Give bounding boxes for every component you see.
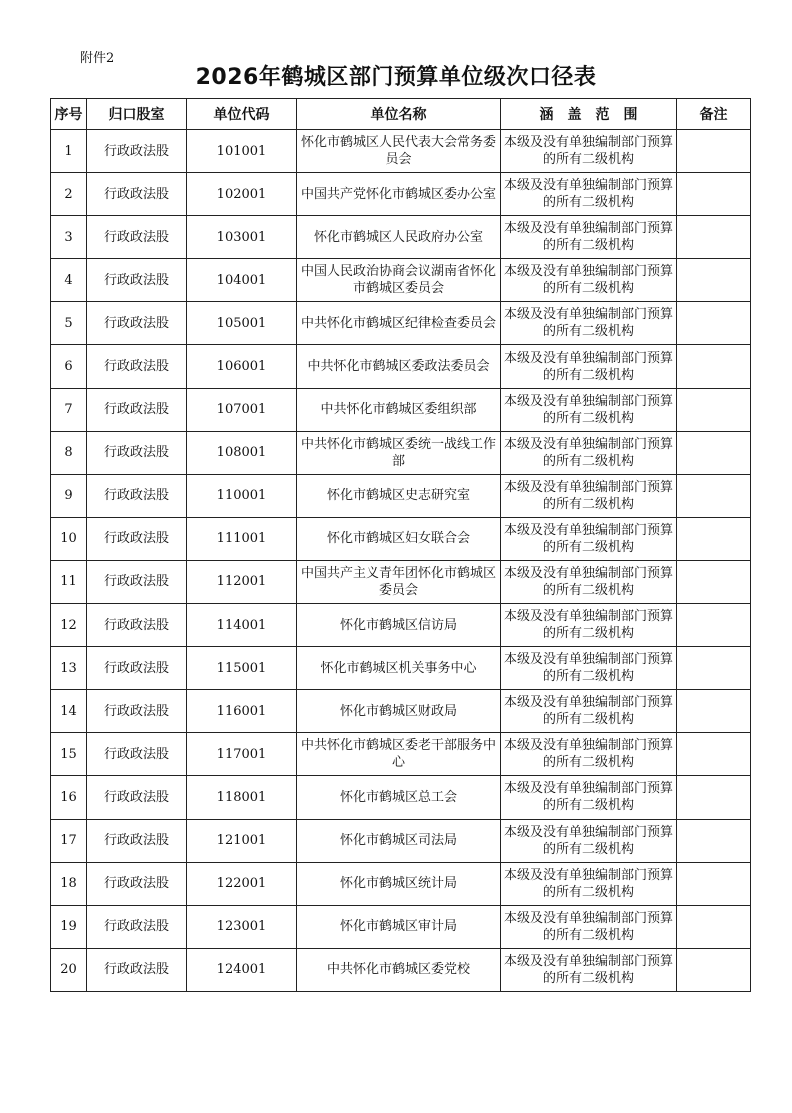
cell-note: [677, 560, 751, 603]
table-row: [51, 216, 751, 259]
cell-office: 行政政法股: [87, 647, 187, 690]
cell-code: 106001: [187, 345, 297, 388]
cell-office: 行政政法股: [87, 604, 187, 647]
cell-code: 117001: [187, 733, 297, 776]
cell-no: 2: [51, 173, 87, 216]
cell-office: 行政政法股: [87, 560, 187, 603]
cell-code: 118001: [187, 776, 297, 819]
cell-name: 中共怀化市鹤城区委党校: [297, 948, 501, 991]
table-row: [51, 776, 751, 819]
header-no: 序号: [51, 99, 87, 130]
table-row: [51, 302, 751, 345]
cell-code: 105001: [187, 302, 297, 345]
cell-name: 中共怀化市鹤城区委政法委员会: [297, 345, 501, 388]
cell-office: 行政政法股: [87, 173, 187, 216]
table-row: [51, 819, 751, 862]
cell-code: 121001: [187, 819, 297, 862]
cell-no: 10: [51, 517, 87, 560]
cell-name: 怀化市鹤城区人民政府办公室: [297, 216, 501, 259]
header-note: 备注: [677, 99, 751, 130]
cell-name: 怀化市鹤城区审计局: [297, 905, 501, 948]
cell-coverage: 本级及没有单独编制部门预算的所有二级机构: [501, 345, 677, 388]
cell-name: 中共怀化市鹤城区委统一战线工作部: [297, 431, 501, 474]
cell-code: 122001: [187, 862, 297, 905]
cell-no: 3: [51, 216, 87, 259]
table-row: [51, 173, 751, 216]
table-row: [51, 948, 751, 991]
table-row: [51, 130, 751, 173]
cell-code: 104001: [187, 259, 297, 302]
cell-note: [677, 345, 751, 388]
table-row: [51, 604, 751, 647]
cell-coverage: 本级及没有单独编制部门预算的所有二级机构: [501, 388, 677, 431]
cell-coverage: 本级及没有单独编制部门预算的所有二级机构: [501, 776, 677, 819]
table-row: [51, 647, 751, 690]
cell-name: 中共怀化市鹤城区纪律检查委员会: [297, 302, 501, 345]
cell-no: 20: [51, 948, 87, 991]
cell-coverage: 本级及没有单独编制部门预算的所有二级机构: [501, 474, 677, 517]
cell-coverage: 本级及没有单独编制部门预算的所有二级机构: [501, 517, 677, 560]
cell-coverage: 本级及没有单独编制部门预算的所有二级机构: [501, 259, 677, 302]
cell-code: 103001: [187, 216, 297, 259]
cell-note: [677, 474, 751, 517]
cell-name: 怀化市鹤城区统计局: [297, 862, 501, 905]
cell-note: [677, 733, 751, 776]
cell-office: 行政政法股: [87, 819, 187, 862]
cell-coverage: 本级及没有单独编制部门预算的所有二级机构: [501, 905, 677, 948]
cell-note: [677, 216, 751, 259]
table-row: [51, 345, 751, 388]
cell-coverage: 本级及没有单独编制部门预算的所有二级机构: [501, 647, 677, 690]
cell-note: [677, 690, 751, 733]
cell-no: 4: [51, 259, 87, 302]
table-row: [51, 733, 751, 776]
budget-unit-table: [50, 98, 751, 992]
cell-coverage: 本级及没有单独编制部门预算的所有二级机构: [501, 130, 677, 173]
cell-name: 中共怀化市鹤城区委组织部: [297, 388, 501, 431]
cell-code: 101001: [187, 130, 297, 173]
cell-no: 9: [51, 474, 87, 517]
cell-no: 8: [51, 431, 87, 474]
cell-no: 1: [51, 130, 87, 173]
cell-name: 中国人民政治协商会议湖南省怀化市鹤城区委员会: [297, 259, 501, 302]
cell-coverage: 本级及没有单独编制部门预算的所有二级机构: [501, 431, 677, 474]
table-row: [51, 690, 751, 733]
cell-code: 114001: [187, 604, 297, 647]
cell-code: 110001: [187, 474, 297, 517]
cell-office: 行政政法股: [87, 345, 187, 388]
cell-no: 12: [51, 604, 87, 647]
cell-coverage: 本级及没有单独编制部门预算的所有二级机构: [501, 733, 677, 776]
cell-no: 15: [51, 733, 87, 776]
table-row: [51, 431, 751, 474]
table-row: [51, 862, 751, 905]
cell-office: 行政政法股: [87, 733, 187, 776]
document-title: 2026年鹤城区部门预算单位级次口径表: [195, 65, 597, 90]
cell-code: 112001: [187, 560, 297, 603]
cell-code: 115001: [187, 647, 297, 690]
cell-note: [677, 130, 751, 173]
cell-name: 怀化市鹤城区人民代表大会常务委员会: [297, 130, 501, 173]
cell-name: 怀化市鹤城区史志研究室: [297, 474, 501, 517]
cell-office: 行政政法股: [87, 776, 187, 819]
cell-no: 13: [51, 647, 87, 690]
cell-office: 行政政法股: [87, 905, 187, 948]
cell-coverage: 本级及没有单独编制部门预算的所有二级机构: [501, 819, 677, 862]
attachment-label: 附件2: [80, 51, 115, 66]
header-office: 归口股室: [87, 99, 187, 130]
cell-note: [677, 173, 751, 216]
cell-coverage: 本级及没有单独编制部门预算的所有二级机构: [501, 302, 677, 345]
cell-name: 怀化市鹤城区总工会: [297, 776, 501, 819]
table-row: [51, 517, 751, 560]
cell-no: 19: [51, 905, 87, 948]
cell-note: [677, 431, 751, 474]
cell-office: 行政政法股: [87, 302, 187, 345]
cell-name: 中国共产主义青年团怀化市鹤城区委员会: [297, 560, 501, 603]
cell-name: 怀化市鹤城区信访局: [297, 604, 501, 647]
cell-office: 行政政法股: [87, 948, 187, 991]
table-row: [51, 905, 751, 948]
cell-office: 行政政法股: [87, 216, 187, 259]
cell-coverage: 本级及没有单独编制部门预算的所有二级机构: [501, 173, 677, 216]
header-code: 单位代码: [187, 99, 297, 130]
cell-note: [677, 819, 751, 862]
cell-note: [677, 259, 751, 302]
cell-no: 18: [51, 862, 87, 905]
cell-code: 111001: [187, 517, 297, 560]
cell-no: 14: [51, 690, 87, 733]
cell-name: 怀化市鹤城区妇女联合会: [297, 517, 501, 560]
cell-note: [677, 302, 751, 345]
cell-office: 行政政法股: [87, 431, 187, 474]
cell-note: [677, 388, 751, 431]
cell-office: 行政政法股: [87, 690, 187, 733]
cell-code: 107001: [187, 388, 297, 431]
cell-no: 16: [51, 776, 87, 819]
cell-no: 11: [51, 560, 87, 603]
header-coverage: 涵 盖 范 围: [501, 99, 677, 130]
cell-coverage: 本级及没有单独编制部门预算的所有二级机构: [501, 560, 677, 603]
cell-note: [677, 948, 751, 991]
cell-coverage: 本级及没有单独编制部门预算的所有二级机构: [501, 948, 677, 991]
cell-note: [677, 604, 751, 647]
cell-note: [677, 647, 751, 690]
cell-office: 行政政法股: [87, 517, 187, 560]
table-row: [51, 259, 751, 302]
cell-office: 行政政法股: [87, 862, 187, 905]
table-row: [51, 560, 751, 603]
cell-no: 6: [51, 345, 87, 388]
table-header-row: [51, 99, 751, 130]
cell-note: [677, 905, 751, 948]
header-name: 单位名称: [297, 99, 501, 130]
cell-coverage: 本级及没有单独编制部门预算的所有二级机构: [501, 216, 677, 259]
cell-coverage: 本级及没有单独编制部门预算的所有二级机构: [501, 862, 677, 905]
cell-no: 7: [51, 388, 87, 431]
cell-name: 中国共产党怀化市鹤城区委办公室: [297, 173, 501, 216]
cell-note: [677, 862, 751, 905]
cell-code: 123001: [187, 905, 297, 948]
cell-code: 116001: [187, 690, 297, 733]
cell-note: [677, 517, 751, 560]
cell-no: 17: [51, 819, 87, 862]
cell-code: 124001: [187, 948, 297, 991]
cell-coverage: 本级及没有单独编制部门预算的所有二级机构: [501, 604, 677, 647]
cell-office: 行政政法股: [87, 259, 187, 302]
cell-office: 行政政法股: [87, 130, 187, 173]
cell-note: [677, 776, 751, 819]
cell-name: 怀化市鹤城区财政局: [297, 690, 501, 733]
cell-name: 怀化市鹤城区司法局: [297, 819, 501, 862]
cell-name: 中共怀化市鹤城区委老干部服务中心: [297, 733, 501, 776]
cell-coverage: 本级及没有单独编制部门预算的所有二级机构: [501, 690, 677, 733]
cell-no: 5: [51, 302, 87, 345]
cell-name: 怀化市鹤城区机关事务中心: [297, 647, 501, 690]
cell-office: 行政政法股: [87, 474, 187, 517]
cell-code: 108001: [187, 431, 297, 474]
table-row: [51, 388, 751, 431]
cell-code: 102001: [187, 173, 297, 216]
table-row: [51, 474, 751, 517]
cell-office: 行政政法股: [87, 388, 187, 431]
